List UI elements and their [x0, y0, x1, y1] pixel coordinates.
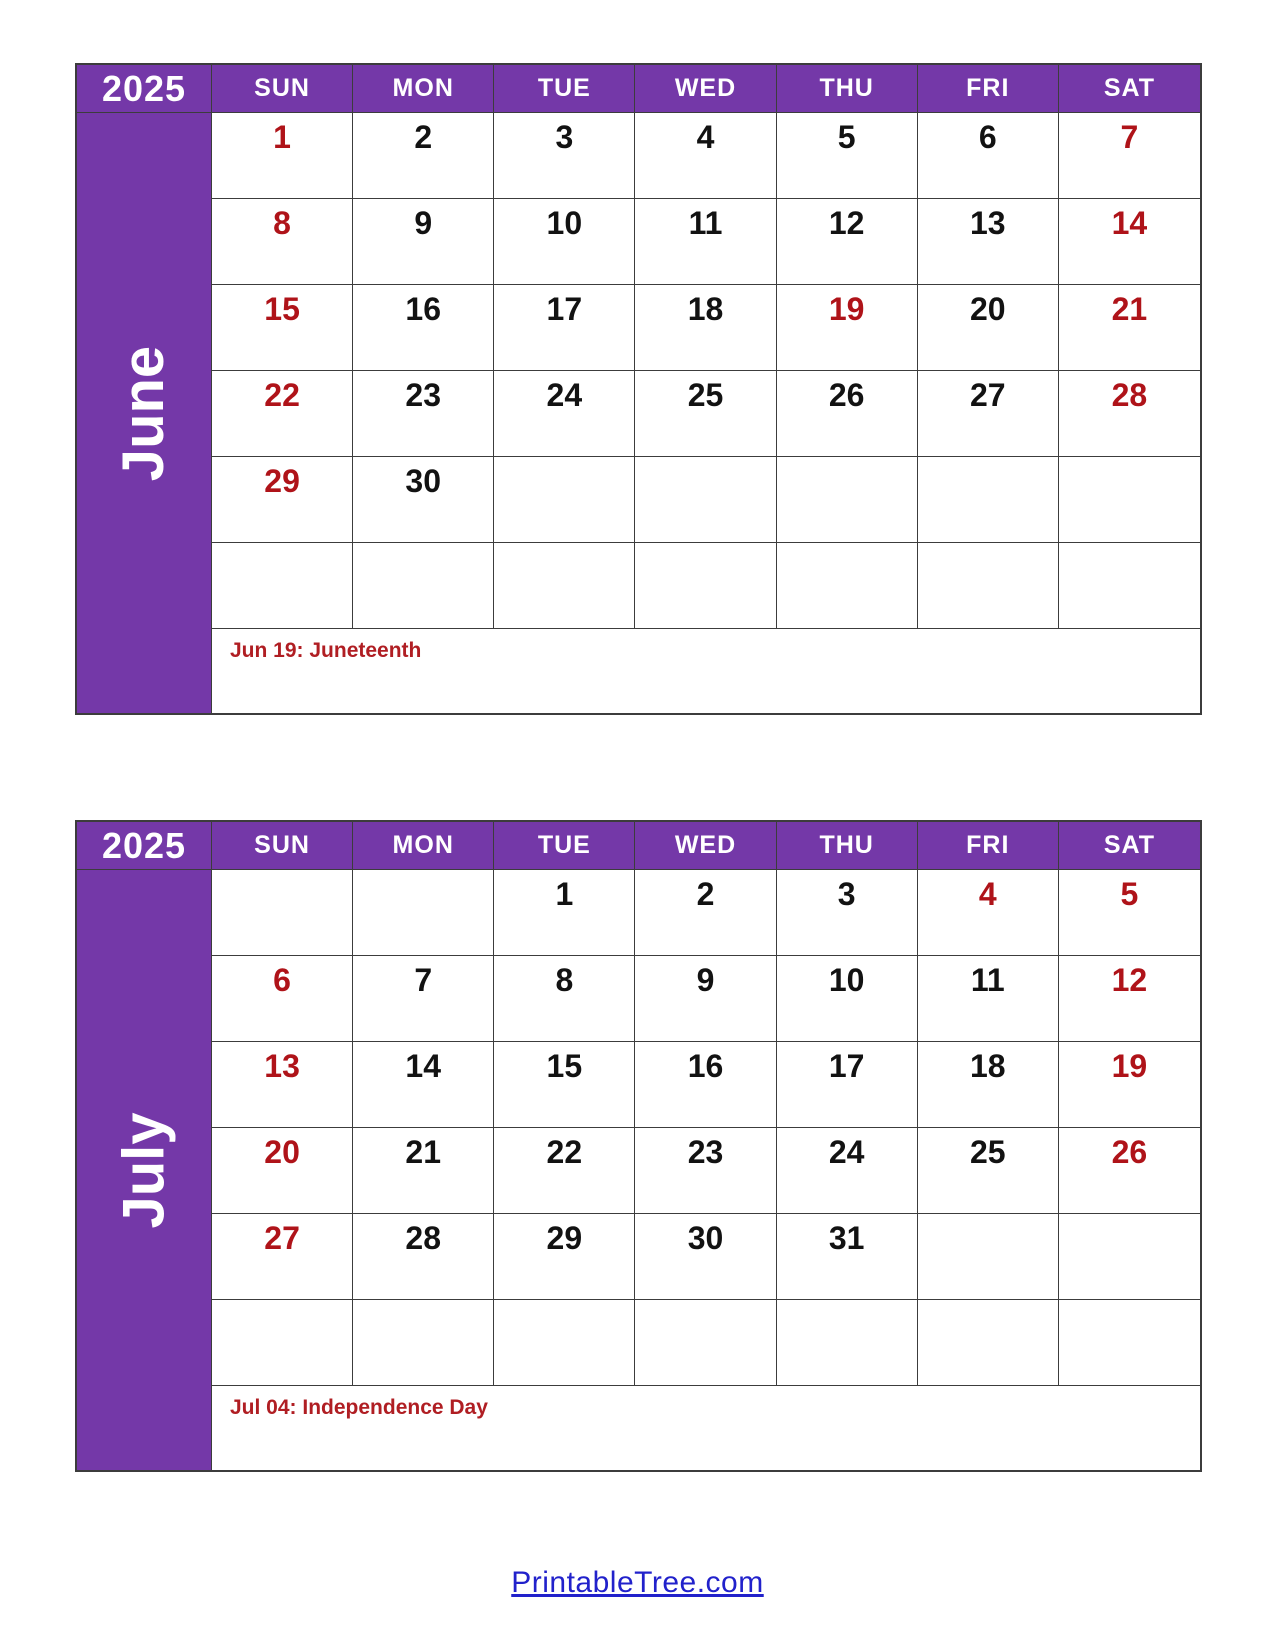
date-cell-july-6: 6: [212, 956, 353, 1042]
date-cell-july-21: 21: [353, 1128, 494, 1214]
date-cell-june-4: 4: [635, 113, 776, 199]
date-cell-june-28: 28: [1059, 371, 1200, 457]
year-label: 2025: [77, 822, 212, 870]
date-cell-june-16: 16: [353, 285, 494, 371]
empty-date-cell: [635, 543, 776, 629]
empty-date-cell: [635, 457, 776, 543]
day-header-mon: MON: [353, 65, 494, 113]
date-cell-june-26: 26: [777, 371, 918, 457]
date-cell-july-29: 29: [494, 1214, 635, 1300]
date-cell-july-1: 1: [494, 870, 635, 956]
day-header-mon: MON: [353, 822, 494, 870]
date-cell-july-30: 30: [635, 1214, 776, 1300]
date-cell-june-12: 12: [777, 199, 918, 285]
date-cell-june-25: 25: [635, 371, 776, 457]
day-header-tue: TUE: [494, 822, 635, 870]
empty-date-cell: [918, 1214, 1059, 1300]
date-cell-june-19: 19: [777, 285, 918, 371]
empty-date-cell: [777, 543, 918, 629]
empty-date-cell: [918, 457, 1059, 543]
date-cell-june-6: 6: [918, 113, 1059, 199]
day-header-fri: FRI: [918, 822, 1059, 870]
empty-date-cell: [212, 543, 353, 629]
date-cell-july-25: 25: [918, 1128, 1059, 1214]
date-cell-june-15: 15: [212, 285, 353, 371]
date-cell-june-8: 8: [212, 199, 353, 285]
date-cell-june-24: 24: [494, 371, 635, 457]
date-cell-june-13: 13: [918, 199, 1059, 285]
date-cell-june-17: 17: [494, 285, 635, 371]
month-sidebar: [77, 870, 212, 1470]
date-cell-june-27: 27: [918, 371, 1059, 457]
day-header-sun: SUN: [212, 65, 353, 113]
date-cell-july-2: 2: [635, 870, 776, 956]
day-header-sun: SUN: [212, 822, 353, 870]
date-cell-june-20: 20: [918, 285, 1059, 371]
empty-date-cell: [1059, 457, 1200, 543]
empty-date-cell: [353, 543, 494, 629]
day-header-tue: TUE: [494, 65, 635, 113]
date-cell-july-22: 22: [494, 1128, 635, 1214]
day-header-thu: THU: [777, 65, 918, 113]
date-cell-july-3: 3: [777, 870, 918, 956]
holiday-note: Jun 19: Juneteenth: [212, 629, 1200, 713]
date-cell-july-16: 16: [635, 1042, 776, 1128]
date-cell-july-5: 5: [1059, 870, 1200, 956]
date-cell-july-14: 14: [353, 1042, 494, 1128]
date-cell-june-9: 9: [353, 199, 494, 285]
footer: [0, 1566, 1275, 1600]
day-header-wed: WED: [635, 65, 776, 113]
month-label: June: [111, 345, 177, 481]
empty-date-cell: [494, 457, 635, 543]
date-cell-july-11: 11: [918, 956, 1059, 1042]
empty-date-cell: [353, 870, 494, 956]
date-cell-june-14: 14: [1059, 199, 1200, 285]
day-header-sat: SAT: [1059, 822, 1200, 870]
day-header-fri: FRI: [918, 65, 1059, 113]
empty-date-cell: [212, 870, 353, 956]
date-cell-june-30: 30: [353, 457, 494, 543]
empty-date-cell: [635, 1300, 776, 1386]
date-cell-july-4: 4: [918, 870, 1059, 956]
empty-date-cell: [1059, 543, 1200, 629]
holiday-note: Jul 04: Independence Day: [212, 1386, 1200, 1470]
empty-date-cell: [353, 1300, 494, 1386]
day-header-wed: WED: [635, 822, 776, 870]
date-cell-july-12: 12: [1059, 956, 1200, 1042]
date-cell-june-18: 18: [635, 285, 776, 371]
date-cell-july-19: 19: [1059, 1042, 1200, 1128]
empty-date-cell: [777, 457, 918, 543]
date-cell-july-7: 7: [353, 956, 494, 1042]
date-cell-june-29: 29: [212, 457, 353, 543]
empty-date-cell: [212, 1300, 353, 1386]
empty-date-cell: [918, 543, 1059, 629]
day-header-thu: THU: [777, 822, 918, 870]
empty-date-cell: [494, 543, 635, 629]
date-cell-july-28: 28: [353, 1214, 494, 1300]
month-sidebar: [77, 113, 212, 713]
date-cell-july-27: 27: [212, 1214, 353, 1300]
date-cell-july-13: 13: [212, 1042, 353, 1128]
empty-date-cell: [777, 1300, 918, 1386]
date-cell-july-24: 24: [777, 1128, 918, 1214]
date-cell-june-10: 10: [494, 199, 635, 285]
july-calendar: [75, 820, 1202, 1472]
date-cell-july-23: 23: [635, 1128, 776, 1214]
empty-date-cell: [494, 1300, 635, 1386]
date-cell-june-23: 23: [353, 371, 494, 457]
date-cell-june-22: 22: [212, 371, 353, 457]
empty-date-cell: [1059, 1214, 1200, 1300]
date-cell-july-10: 10: [777, 956, 918, 1042]
date-cell-june-7: 7: [1059, 113, 1200, 199]
date-cell-july-17: 17: [777, 1042, 918, 1128]
date-cell-june-11: 11: [635, 199, 776, 285]
date-cell-july-20: 20: [212, 1128, 353, 1214]
date-cell-july-31: 31: [777, 1214, 918, 1300]
date-cell-july-26: 26: [1059, 1128, 1200, 1214]
date-cell-june-21: 21: [1059, 285, 1200, 371]
june-calendar: [75, 63, 1202, 715]
year-label: 2025: [77, 65, 212, 113]
empty-date-cell: [1059, 1300, 1200, 1386]
date-cell-july-15: 15: [494, 1042, 635, 1128]
date-cell-june-3: 3: [494, 113, 635, 199]
date-cell-june-1: 1: [212, 113, 353, 199]
month-label: July: [111, 1111, 177, 1229]
day-header-sat: SAT: [1059, 65, 1200, 113]
date-cell-july-9: 9: [635, 956, 776, 1042]
date-cell-june-5: 5: [777, 113, 918, 199]
footer-link[interactable]: PrintableTree.com: [511, 1566, 764, 1599]
date-cell-june-2: 2: [353, 113, 494, 199]
date-cell-july-18: 18: [918, 1042, 1059, 1128]
date-cell-july-8: 8: [494, 956, 635, 1042]
empty-date-cell: [918, 1300, 1059, 1386]
